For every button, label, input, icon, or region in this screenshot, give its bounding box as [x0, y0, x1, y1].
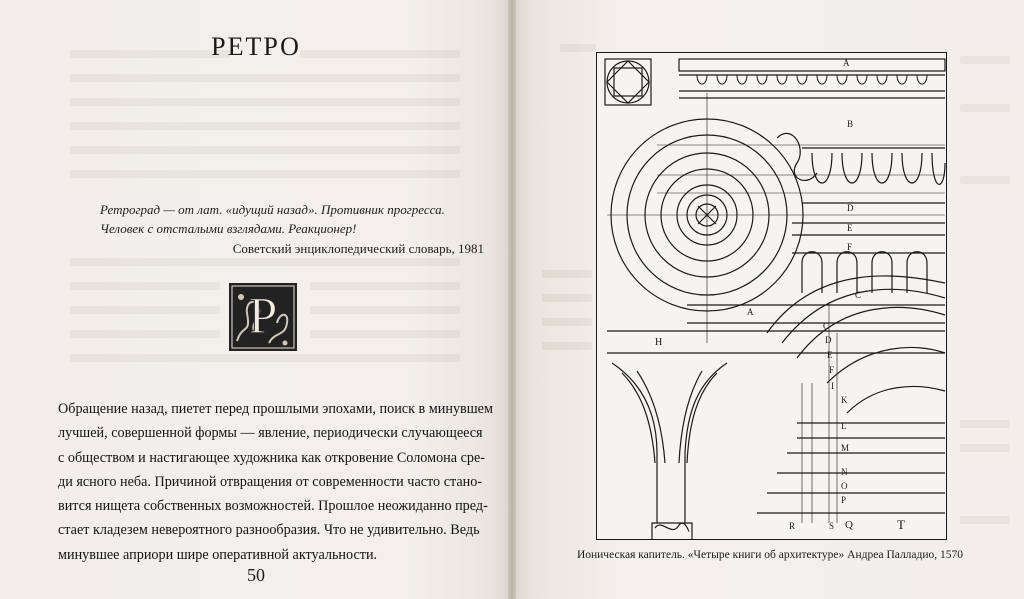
figure-label: D: [825, 335, 832, 345]
book-gutter: [508, 0, 516, 599]
figure-label: K: [841, 395, 848, 405]
epigraph-line: Человек с отсталыми взглядами. Реакционер!: [100, 221, 357, 236]
decorative-drop-cap: [229, 283, 297, 351]
figure-label: F: [847, 242, 853, 252]
body-line: стает кладезем невероятного разнообразия. Что не удивительно. Ведь: [58, 522, 480, 539]
figure-label: O: [841, 481, 848, 491]
epigraph: [100, 200, 484, 258]
figure-label: E: [827, 350, 833, 360]
figure-label: B: [847, 119, 854, 129]
figure-label: D: [847, 203, 854, 213]
body-paragraph: [58, 397, 493, 567]
figure-label: R: [789, 521, 796, 531]
figure-label: M: [841, 443, 850, 453]
page-number: 50: [247, 565, 265, 585]
body-line: лучшей, совершенной формы — явление, периодически случающееся: [58, 425, 483, 442]
figure-label: Q: [845, 519, 853, 531]
figure-label: C: [855, 290, 862, 300]
epigraph-line: Ретроград — от лат. «идущий назад». Противник прогресса.: [100, 202, 445, 217]
body-line: ди ясного неба. Причиной отвращения от современности часто стано-: [58, 473, 483, 490]
body-line: вится нищета собственных возможностей. Прошлое неожиданно пред-: [58, 498, 488, 515]
figure-label: H: [655, 337, 663, 348]
figure-label: L: [841, 421, 847, 431]
chapter-title: РЕТРО: [211, 32, 301, 61]
body-line: с обществом и настигающее художника как откровение Соломона сре-: [58, 449, 486, 466]
figure-label: A: [843, 58, 850, 68]
body-line: минувшее априори шире оперативной актуальности.: [58, 546, 378, 563]
drop-cap-letter: Р: [248, 288, 278, 345]
ionic-capital-engraving: [596, 52, 947, 540]
figure-label: P: [841, 495, 847, 505]
figure-label: N: [841, 467, 848, 477]
figure-label: F: [829, 365, 835, 375]
figure-caption: Ионическая капитель. «Четыре книги об архитектуре» Андреа Палладио, 1570: [576, 549, 964, 561]
epigraph-source: Советский энциклопедический словарь, 1981: [232, 241, 484, 256]
figure-label: C: [823, 321, 830, 331]
figure-label: E: [847, 223, 853, 233]
figure-label: A: [747, 307, 754, 317]
body-line: Обращение назад, пиетет перед прошлыми эпохами, поиск в минувшем: [58, 401, 493, 417]
figure-label: I: [831, 381, 834, 391]
figure-label: T: [897, 517, 905, 532]
figure-label: S: [829, 521, 835, 531]
